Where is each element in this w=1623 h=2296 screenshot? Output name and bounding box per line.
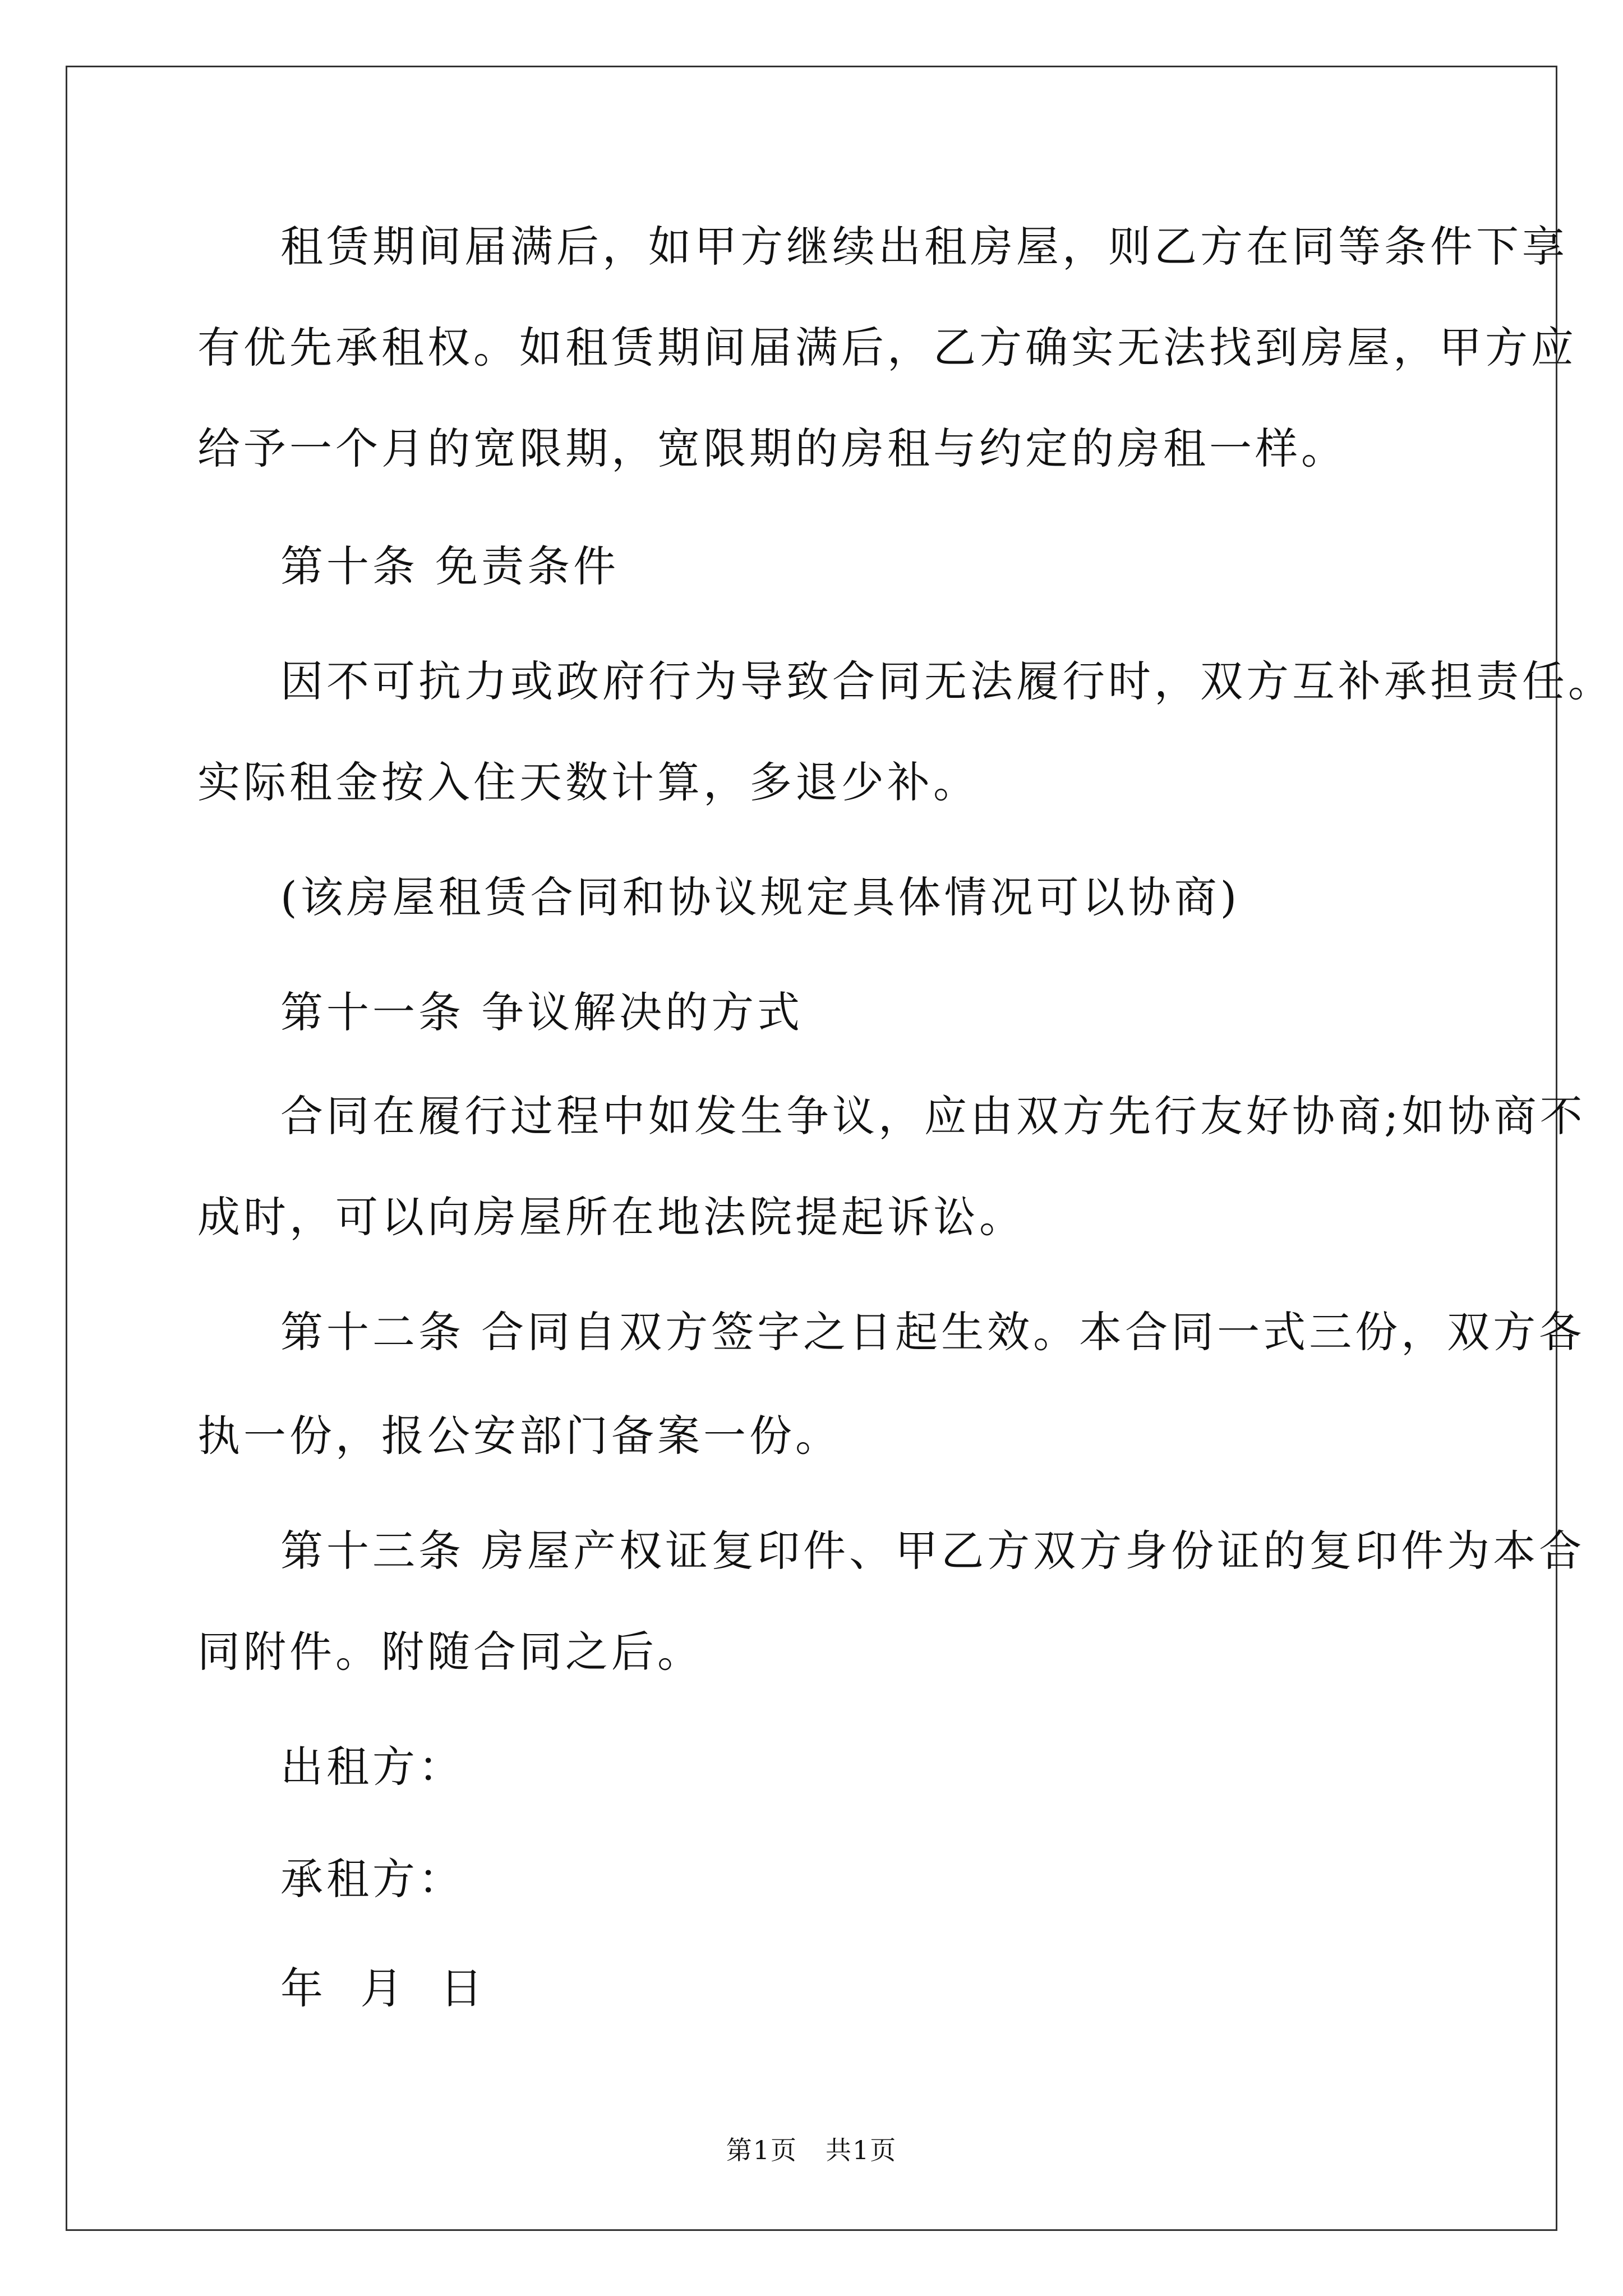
paragraph-line: 同附件。附随合同之后。 [197,1627,703,1677]
paragraph-line: 租赁期间届满后，如甲方继续出租房屋，则乙方在同等条件下享 [280,222,1568,272]
paragraph-line: 第十三条 房屋产权证复印件、甲乙方双方身份证的复印件为本合 [280,1526,1585,1576]
paragraph-line: 第十二条 合同自双方签字之日起生效。本合同一式三份，双方各 [280,1307,1585,1357]
paragraph-line: 成时，可以向房屋所在地法院提起诉讼。 [197,1192,1025,1242]
paragraph-line: 执一份，报公安部门备案一份。 [197,1411,841,1461]
page-current: 第1页 [726,2135,797,2165]
paragraph-line: 有优先承租权。如租赁期间届满后，乙方确实无法找到房屋，甲方应 [197,323,1577,372]
signature-lessee-label: 承租方： [280,1854,464,1904]
paragraph-line: 因不可抗力或政府行为导致合同无法履行时，双方互补承担责任。 [280,656,1614,706]
page-footer [0,2133,1623,2167]
section-heading: 第十条 免责条件 [280,541,620,591]
date-label: 年 月 日 [280,1963,486,2013]
section-heading: 第十一条 争议解决的方式 [280,987,804,1037]
paragraph-line: (该房屋租赁合同和协议规定具体情况可以协商) [280,872,1241,922]
signature-lessor-label: 出租方： [280,1742,464,1792]
paragraph-line: 给予一个月的宽限期，宽限期的房租与约定的房租一样。 [197,424,1347,473]
page-total: 共1页 [826,2135,897,2165]
paragraph-line: 实际租金按入住天数计算，多退少补。 [197,757,979,807]
paragraph-line: 合同在履行过程中如发生争议，应由双方先行友好协商;如协商不 [280,1091,1586,1141]
